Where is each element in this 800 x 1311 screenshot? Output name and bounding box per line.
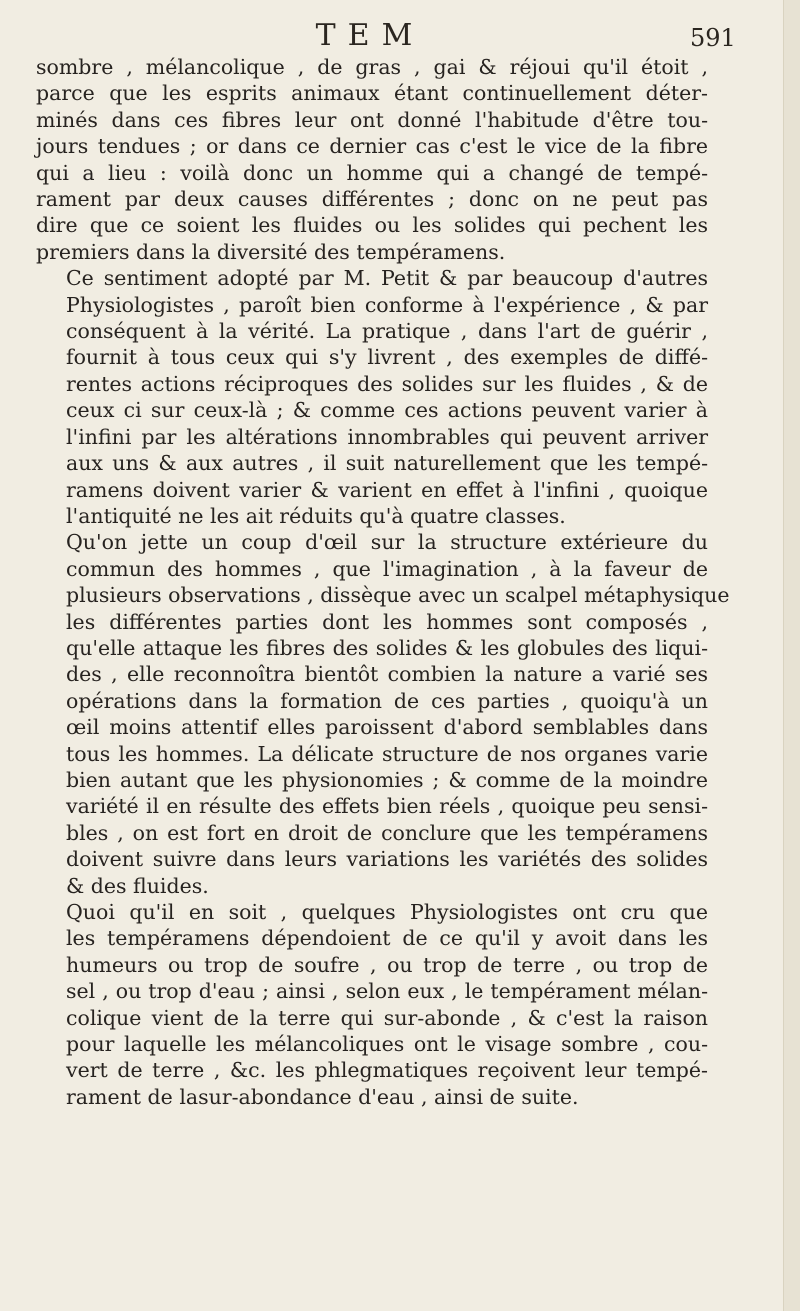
text-line: aux uns & aux autres , il suit naturellement que les tempé-	[66, 451, 708, 476]
text-line: variété il en résulte des effets bien réels , quoique peu sensi-	[66, 794, 708, 819]
text-line: Ce sentiment adopté par M. Petit & par beaucoup d'autres	[66, 266, 708, 291]
text-line: parce que les esprits animaux étant continuellement déter-	[36, 81, 708, 106]
text-line: premiers dans la diversité des tempéramens.	[36, 239, 506, 264]
body-text	[36, 54, 730, 1110]
text-line: jours tendues ; or dans ce dernier cas c'est le vice de la fibre	[36, 134, 708, 159]
paragraph	[36, 529, 730, 899]
text-line: des , elle reconnoîtra bientôt combien la nature a varié ses	[66, 662, 708, 687]
text-line: les différentes parties dont les hommes sont composés ,	[66, 609, 708, 634]
text-line: fournit à tous ceux qui s'y livrent , des exemples de diffé-	[66, 345, 708, 370]
text-line: humeurs ou trop de soufre , ou trop de terre , ou trop de	[66, 952, 708, 977]
text-line: sombre , mélancolique , de gras , gai & réjoui qu'il étoit ,	[36, 55, 708, 79]
text-line: ceux ci sur ceux-là ; & comme ces actions peuvent varier à	[66, 398, 708, 423]
paragraph	[36, 265, 708, 529]
running-head-title: TEM	[315, 18, 425, 53]
text-line: qui a lieu : voilà donc un homme qui a changé de tempé-	[36, 160, 708, 185]
text-line: doivent suivre dans leurs variations les variétés des solides	[66, 847, 708, 872]
text-line: bles , on est fort en droit de conclure que les tempéramens	[66, 820, 708, 845]
paragraph	[36, 899, 708, 1110]
text-line: les tempéramens dépendoient de ce qu'il y avoit dans les	[66, 926, 708, 951]
text-line: ramens doivent varier & varient en effet à l'infini , quoique	[66, 477, 708, 502]
text-line: l'antiquité ne les ait réduits qu'à quatre classes.	[66, 503, 566, 528]
text-line: sel , ou trop d'eau ; ainsi , selon eux , le tempérament mélan-	[66, 979, 708, 1004]
text-line: l'infini par les altérations innombrables qui peuvent arriver	[66, 424, 708, 449]
text-line: pour laquelle les mélancoliques ont le visage sombre , cou-	[66, 1032, 708, 1057]
text-line: Quoi qu'il en soit , quelques Physiologistes ont cru que	[66, 900, 708, 924]
text-line: conséquent à la vérité. La pratique , dans l'art de guérir ,	[66, 319, 708, 344]
text-line: minés dans ces fibres leur ont donné l'habitude d'être tou-	[36, 107, 708, 132]
text-line: œil moins attentif elles paroissent d'abord semblables dans	[66, 715, 708, 740]
text-line: dire que ce soient les fluides ou les solides qui pechent les	[36, 213, 708, 238]
text-line: rentes actions réciproques des solides sur les fluides , & de	[66, 371, 708, 396]
text-line: vert de terre , &c. les phlegmatiques reçoivent leur tempé-	[66, 1058, 708, 1083]
text-line: rament de lasur-abondance d'eau , ainsi de suite.	[66, 1084, 579, 1109]
text-line: bien autant que les physionomies ; & comme de la moindre	[66, 767, 708, 792]
text-line: tous les hommes. La délicate structure de nos organes varie	[66, 741, 708, 766]
page-edge	[783, 0, 800, 1311]
text-line: Qu'on jette un coup d'œil sur la structure extérieure du	[66, 530, 708, 555]
text-line: qu'elle attaque les fibres des solides & les globules des liqui-	[66, 635, 708, 660]
text-line: commun des hommes , que l'imagination , à la faveur de	[66, 556, 708, 581]
paragraph	[36, 54, 708, 265]
text-line: opérations dans la formation de ces parties , quoiqu'à un	[66, 688, 708, 713]
text-line: colique vient de la terre qui sur-abonde , & c'est la raison	[66, 1005, 708, 1030]
text-line: & des fluides.	[66, 873, 209, 898]
text-line: rament par deux causes différentes ; donc on ne peut pas	[36, 187, 708, 212]
text-line: Physiologistes , paroît bien conforme à l'expérience , & par	[66, 292, 708, 317]
text-line: plusieurs observations , dissèque avec un scalpel métaphysique	[66, 583, 730, 608]
page-number: 591	[690, 24, 736, 52]
